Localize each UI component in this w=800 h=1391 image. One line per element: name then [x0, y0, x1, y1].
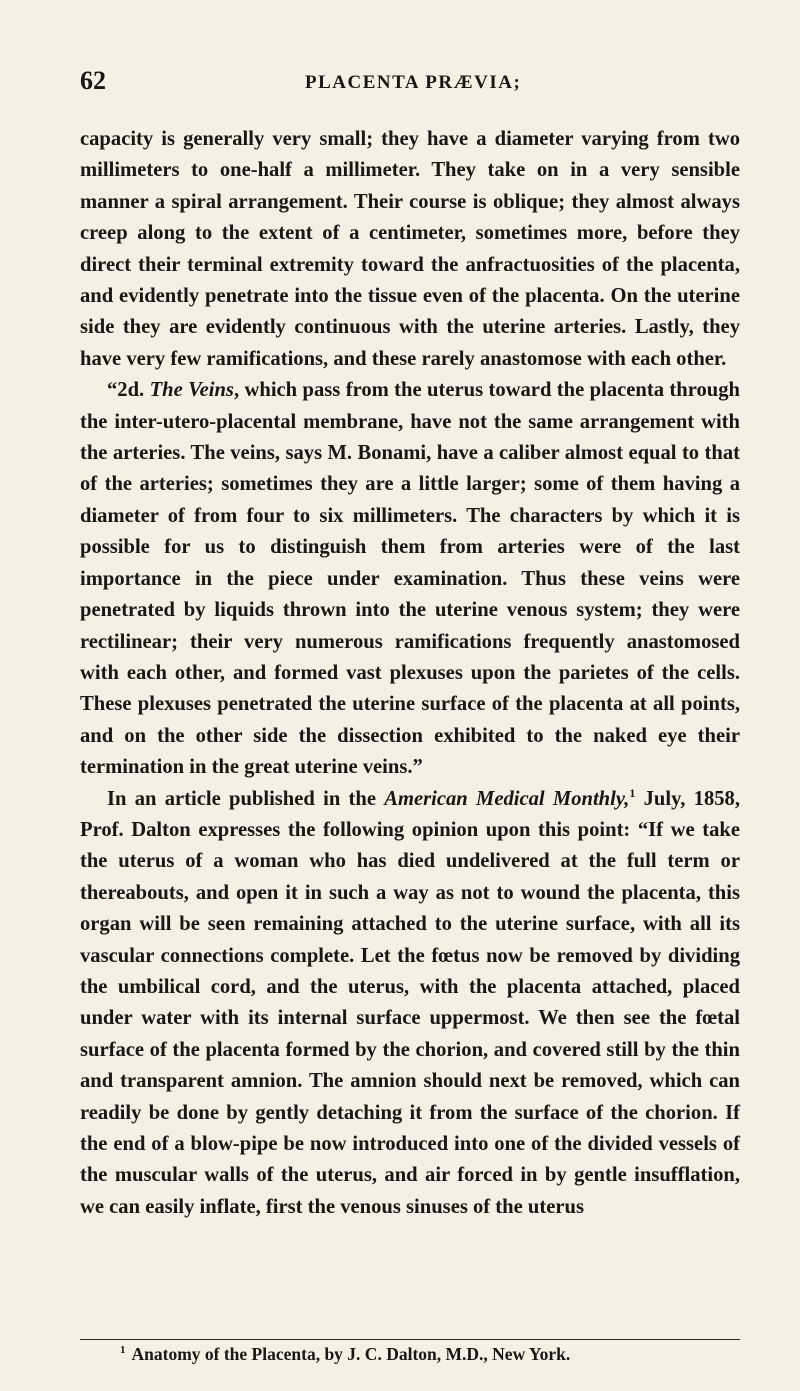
paragraph-3-rest: July, 1858, Prof. Dalton expresses the following opinion upon this point: “If we take the uterus of a woman who has died undelivered at the full term or thereabouts, and open it in such a way as not to wound the placenta, this organ will be seen remaining attached to the uterine surface, with all its vascular connections complete. Let the fœtus now be removed by dividing the umbilical cord, and the uterus, with the placenta attached, placed under water with its internal surface uppermost. We then see the fœtal surface of the placenta formed by the chorion, and covered still by the thin and transparent amnion. The amnion should next be removed, which can readily be done by gently detaching it from the surface of the chorion. If the end of a blow-pipe be now introduced into one of the divided vessels of the muscular walls of the uterus, and air forced in by gentle insufflation, we can easily inflate, first the venous sinuses of the uterus	[80, 787, 740, 1218]
footnote-marker: 1	[120, 1344, 126, 1357]
journal-title: American Medical Monthly,	[384, 787, 630, 810]
paragraph-3-lead: In an article published in the	[107, 787, 385, 810]
footnote-divider	[80, 1339, 740, 1340]
page-number: 62	[80, 66, 106, 95]
paragraph-2	[80, 375, 740, 783]
paragraph-2-lead: “2d.	[107, 379, 150, 402]
footnote	[120, 1344, 740, 1365]
paragraph-1: capacity is generally very small; they have a diameter varying from two millimeters to one-half a millimeter. They take on in a very sensible manner a spiral arrangement. Their course is oblique; they almost always creep along to the extent of a centimeter, sometimes more, before they direct their terminal extremity toward the anfractuosities of the placenta, and evidently penetrate into the tissue even of the placenta. On the uterine side they are evidently continuous with the uterine arteries. Lastly, they have very few ramifications, and these rarely anastomose with each other.	[80, 128, 740, 370]
paragraph-2-italic: The Veins	[149, 379, 234, 402]
paragraph-3	[80, 784, 740, 1224]
paragraph-2-rest: , which pass from the uterus toward the placenta through the inter-utero-placental membrane, have not the same arrangement with the arteries. The veins, says M. Bonami, have a caliber almost equal to that of the arteries; sometimes they are a little larger; some of them having a diameter of from four to six millimeters. The characters by which it is possible for us to distinguish them from arteries were of the last importance in the piece under examination. Thus these veins were penetrated by liquids thrown into the uterine venous system; they were rectilinear; their very numerous ramifications frequently anastomosed with each other, and formed vast plexuses upon the parietes of the cells. These plexuses penetrated the uterine surface of the placenta at all points, and on the other side the dissection exhibited to the naked eye their termination in the great uterine veins.”	[80, 379, 740, 779]
footnote-reference: 1	[629, 785, 636, 800]
page-header	[80, 66, 740, 106]
footnote-text: Anatomy of the Placenta, by J. C. Dalton, M.D., New York.	[131, 1344, 571, 1364]
running-head: PLACENTA PRÆVIA;	[305, 72, 522, 93]
body-text	[80, 124, 740, 1223]
